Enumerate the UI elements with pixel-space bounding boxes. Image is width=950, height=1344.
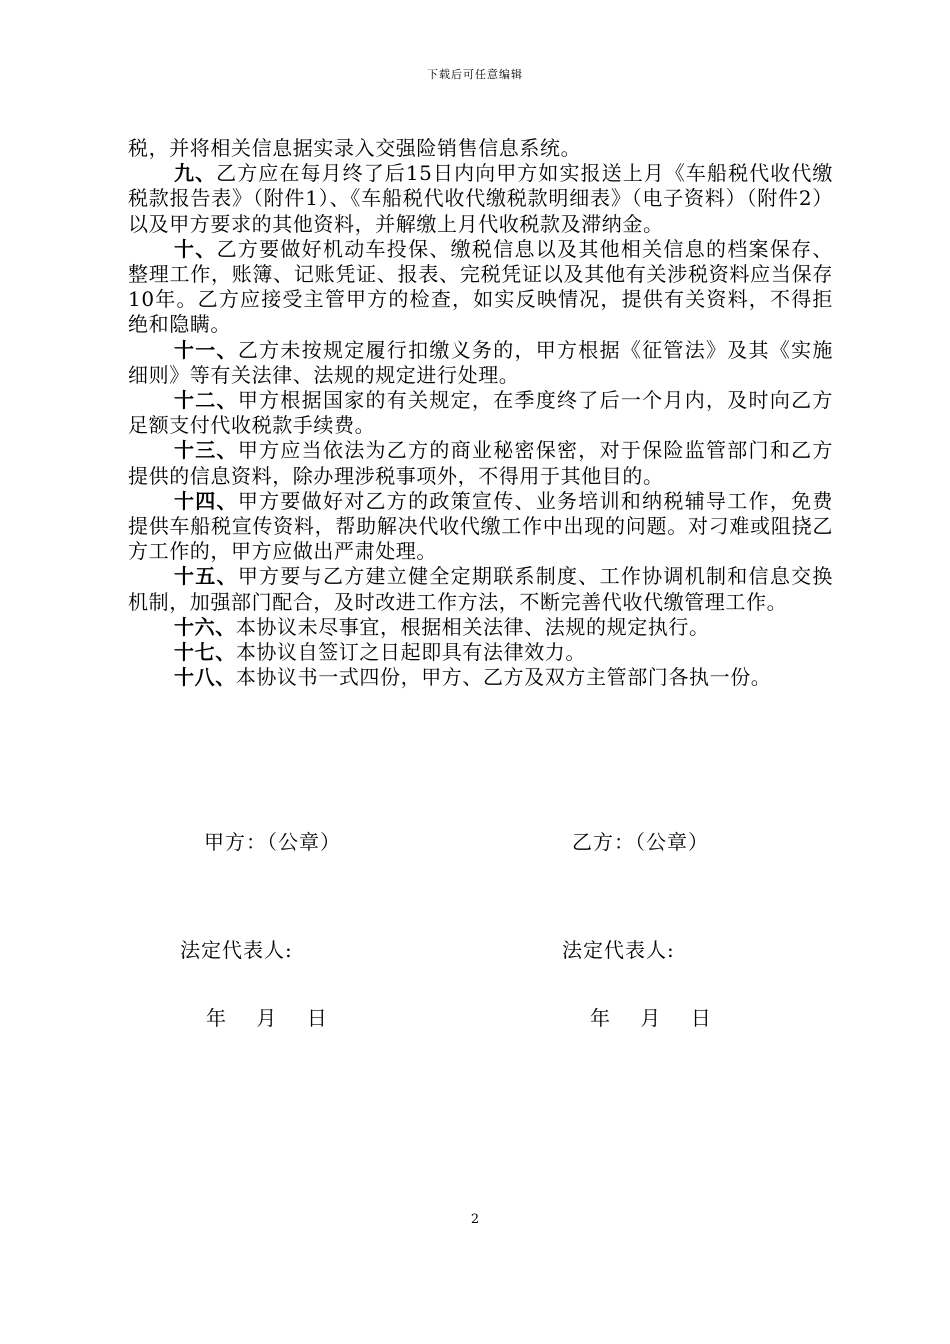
clause-text: 乙方要做好机动车投保、缴税信息以及其他相关信息的档案保存、整理工作，账簿、记账凭证、报表、完税凭证以及其他有关涉税资料应当保存10年。乙方应接受主管甲方的检查，如实反映情况，提供有关资料，不得拒绝和隐瞒。 (128, 236, 833, 337)
clause-14 (128, 489, 833, 565)
clause-text: 甲方根据国家的有关规定，在季度终了后一个月内，及时向乙方足额支付代收税款手续费。 (128, 388, 833, 438)
clause-12 (128, 388, 833, 438)
clause-text: 甲方要与乙方建立健全定期联系制度、工作协调机制和信息交换机制，加强部门配合，及时改进工作方法，不断完善代收代缴管理工作。 (128, 564, 833, 614)
clause-number: 十六、 (174, 614, 236, 639)
clause-text: 本协议书一式四份，甲方、乙方及双方主管部门各执一份。 (235, 665, 772, 690)
party-b-date: 年 月 日 (590, 1006, 712, 1030)
clause-text: 本协议自签订之日起即具有法律效力。 (235, 640, 587, 665)
clause-text: 乙方未按规定履行扣缴义务的，甲方根据《征管法》及其《实施细则》等有关法律、法规的规定进行处理。 (128, 337, 833, 387)
party-a-representative: 法定代表人: (180, 938, 293, 962)
clause-11 (128, 338, 833, 388)
clause-number: 九、 (174, 161, 217, 186)
clause-text: 甲方要做好对乙方的政策宣传、业务培训和纳税辅导工作，免费提供车船税宣传资料，帮助解决代收代缴工作中出现的问题。对刁难或阻挠乙方工作的，甲方应做出严肃处理。 (128, 488, 833, 564)
clause-number: 十八、 (174, 665, 236, 690)
clause-10 (128, 237, 833, 338)
page-number: 2 (470, 1212, 480, 1227)
clause-number: 十七、 (174, 640, 236, 665)
party-a-seal: 甲方：（公章） (204, 830, 341, 854)
page-header: 下载后可任意编辑 (427, 68, 523, 81)
clause-16 (128, 615, 833, 640)
clause-13 (128, 438, 833, 488)
clause-17 (128, 640, 833, 665)
clause-9 (128, 161, 833, 237)
clause-number: 十二、 (174, 388, 238, 413)
agreement-body (128, 136, 833, 690)
clause-15 (128, 564, 833, 614)
clause-18 (128, 665, 833, 690)
party-b-seal: 乙方：（公章） (572, 830, 709, 854)
party-b-representative: 法定代表人: (562, 938, 675, 962)
clause-number: 十、 (174, 236, 217, 261)
clause-text: 本协议未尽事宜，根据相关法律、法规的规定执行。 (235, 614, 710, 639)
clause-number: 十三、 (174, 438, 238, 463)
clause-number: 十五、 (174, 564, 238, 589)
clause-number: 十一、 (174, 337, 238, 362)
clause-text: 甲方应当依法为乙方的商业秘密保密，对于保险监管部门和乙方提供的信息资料，除办理涉税事项外，不得用于其他目的。 (128, 438, 833, 488)
paragraph-continuation: 税，并将相关信息据实录入交强险销售信息系统。 (128, 136, 582, 160)
party-a-date: 年 月 日 (206, 1006, 328, 1030)
clause-text: 乙方应在每月终了后15日内向甲方如实报送上月《车船税代收代缴税款报告表》（附件1）、《车船税代收代缴税款明细表》（电子资料）（附件2）以及甲方要求的其他资料，并解缴上月代收税款及滞纳金。 (128, 161, 833, 236)
clause-number: 十四、 (174, 488, 238, 513)
